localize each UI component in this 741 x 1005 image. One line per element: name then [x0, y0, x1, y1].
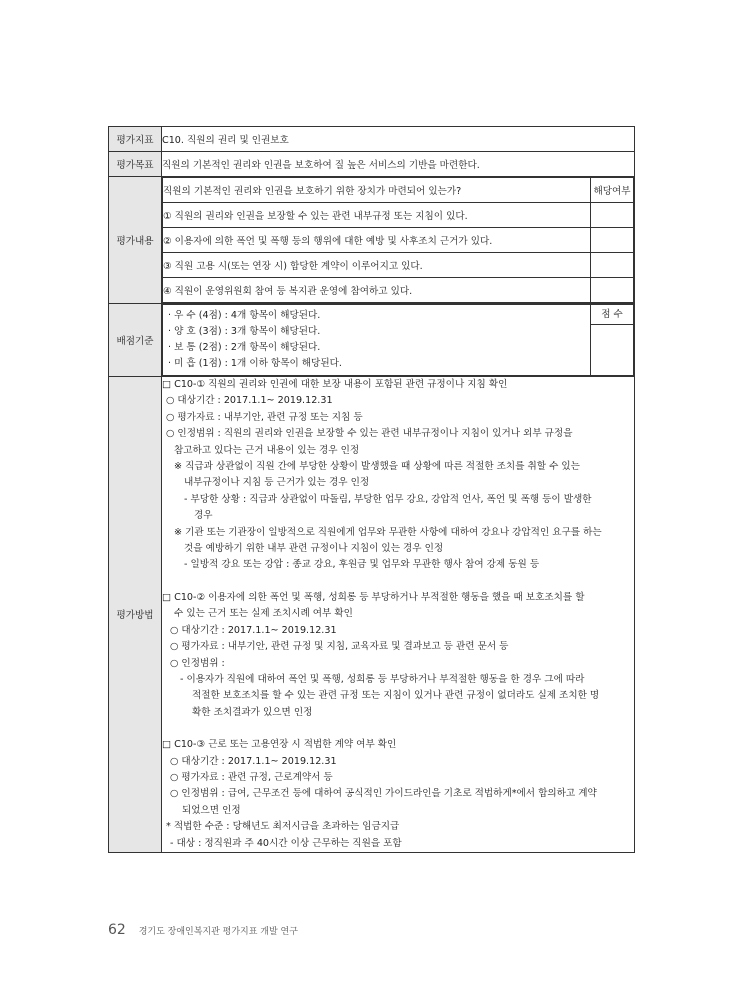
- method-line: 경우: [194, 510, 213, 522]
- applicable-checkbox[interactable]: [591, 278, 634, 303]
- method-note: ※ 직급과 상관없이 직원 간에 부당한 상황이 발생했을 때 상황에 따른 적절한 조치를 취할 수 있는: [174, 461, 580, 473]
- content-item: ② 이용자에 의한 폭언 및 폭행 등의 행위에 대한 예방 및 사후조치 근거가 있다.: [163, 228, 591, 253]
- method-line: ○ 인정범위 : 직원의 권리와 인권을 보장할 수 있는 관련 내부규정이나 지침이 있거나 외부 규정을: [166, 428, 573, 440]
- section-title: 수 있는 근거 또는 실제 조치시례 여부 확인: [174, 608, 353, 620]
- method-line: 되었으면 인정: [182, 804, 241, 816]
- method-line: ○ 평가자료 : 관련 규정, 근로계약서 등: [170, 771, 333, 783]
- method-line: ○ 평가자료 : 내부기안, 관련 규정 및 지침, 교육자료 및 결과보고 등 관련 문서 등: [170, 641, 509, 653]
- method-note: ※ 기관 또는 기관장이 일방적으로 직원에게 업무와 무관한 사항에 대하여 강요나 강압적인 요구를 하는: [174, 526, 602, 538]
- method-line: ○ 인정범위 : 급여, 근무조건 등에 대하여 공식적인 가이드라인을 기초로 적법하게*에서 합의하고 계약: [170, 788, 597, 800]
- method-label: 평가방법: [109, 377, 162, 853]
- method-line: - 일방적 강요 또는 강압 : 종교 강요, 후원금 및 업무와 무관한 행사 참여 강제 동원 등: [184, 559, 540, 571]
- scoring-table: [162, 304, 634, 376]
- method-line: ○ 대상기간 : 2017.1.1~ 2019.12.31: [170, 624, 337, 636]
- section-title: □ C10-① 직원의 권리와 인권에 대한 보장 내용이 포함된 관련 규정이나 지침 확인: [162, 379, 508, 390]
- method-note: * 적법한 수준 : 당해년도 최저시급을 초과하는 임금지급: [166, 821, 400, 833]
- scoring-cell: [162, 304, 635, 377]
- scoring-item: · 우 수 (4점) : 4개 항목이 해당된다.: [168, 310, 321, 321]
- content-question: 직원의 기본적인 권리와 인권을 보호하기 위한 장치가 마련되어 있는가?: [163, 178, 591, 203]
- method-line: ○ 대상기간 : 2017.1.1~ 2019.12.31: [170, 755, 337, 767]
- goal-label: 평가목표: [109, 152, 162, 177]
- page-footer: [108, 922, 298, 938]
- method-line: - 대상 : 정직원과 주 40시간 이상 근무하는 직원을 포함: [170, 837, 402, 849]
- score-input[interactable]: [591, 325, 633, 375]
- scoring-item: · 미 흡 (1점) : 1개 이하 항목이 해당된다.: [168, 358, 342, 369]
- indicator-value: C10. 직원의 권리 및 인권보호: [162, 127, 635, 152]
- content-cell: [162, 177, 635, 304]
- method-line: - 부당한 상황 : 직급과 상관없이 따돌림, 부당한 업무 강요, 강압적 언사, 폭언 및 폭행 등이 발생한: [184, 493, 592, 505]
- method-line: ○ 대상기간 : 2017.1.1~ 2019.12.31: [166, 395, 333, 407]
- applicable-checkbox[interactable]: [591, 228, 634, 253]
- indicator-label: 평가지표: [109, 127, 162, 152]
- method-note: 것을 예방하기 위한 내부 관련 규정이나 지침이 있는 경우 인정: [184, 543, 444, 555]
- method-line: - 이용자가 직원에 대하여 폭언 및 폭행, 성희롱 등 부당하거나 부적절한 행동을 한 경우 그에 따라: [180, 673, 585, 685]
- scoring-item: · 양 호 (3점) : 3개 항목이 해당된다.: [168, 326, 321, 337]
- method-line: ○ 인정범위 :: [170, 657, 225, 669]
- page-number: 62: [108, 922, 126, 938]
- applicable-checkbox[interactable]: [591, 253, 634, 278]
- scoring-criteria: [163, 305, 591, 376]
- section-title: □ C10-② 이용자에 의한 폭언 및 폭행, 성희롱 등 부당하거나 부적절한 행동을 했을 때 보호조치를 할: [162, 591, 585, 603]
- method-note: 내부규정이나 지침 등 근거가 있는 경우 인정: [184, 477, 370, 489]
- applicable-header: 해당여부: [591, 178, 634, 203]
- content-item: ① 직원의 권리와 인권을 보장할 수 있는 관련 내부규정 또는 지침이 있다.: [163, 203, 591, 228]
- method-line: 확한 조치결과가 있으면 인정: [192, 706, 313, 718]
- footer-title: 경기도 장애인복지관 평가지표 개발 연구: [138, 927, 298, 937]
- goal-value: 직원의 기본적인 권리와 인권을 보호하여 질 높은 서비스의 기반을 마련한다.: [162, 152, 635, 177]
- content-label: 평가내용: [109, 177, 162, 304]
- scoring-item: · 보 통 (2점) : 2개 항목이 해당된다.: [168, 342, 321, 353]
- content-item: ③ 직원 고용 시(또는 연장 시) 합당한 계약이 이루어지고 있다.: [163, 253, 591, 278]
- method-line: 적절한 보호조치를 할 수 있는 관련 규정 또는 지침이 있거나 관련 규정이 없더라도 실제 조치한 명: [192, 690, 600, 702]
- evaluation-table: [108, 126, 635, 853]
- scoring-label: 배점기준: [109, 304, 162, 377]
- content-item: ④ 직원이 운영위원회 참여 등 복지관 운영에 참여하고 있다.: [163, 278, 591, 303]
- score-header: 점 수: [591, 305, 633, 325]
- method-line: 참고하고 있다는 근거 내용이 있는 경우 인정: [174, 444, 360, 456]
- score-column: [591, 305, 634, 376]
- applicable-checkbox[interactable]: [591, 203, 634, 228]
- section-title: □ C10-③ 근로 또는 고용연장 시 적법한 계약 여부 확인: [162, 739, 397, 751]
- method-content: [162, 377, 635, 853]
- method-line: ○ 평가자료 : 내부기안, 관련 규정 또는 지침 등: [166, 411, 363, 423]
- content-checklist: [162, 177, 634, 303]
